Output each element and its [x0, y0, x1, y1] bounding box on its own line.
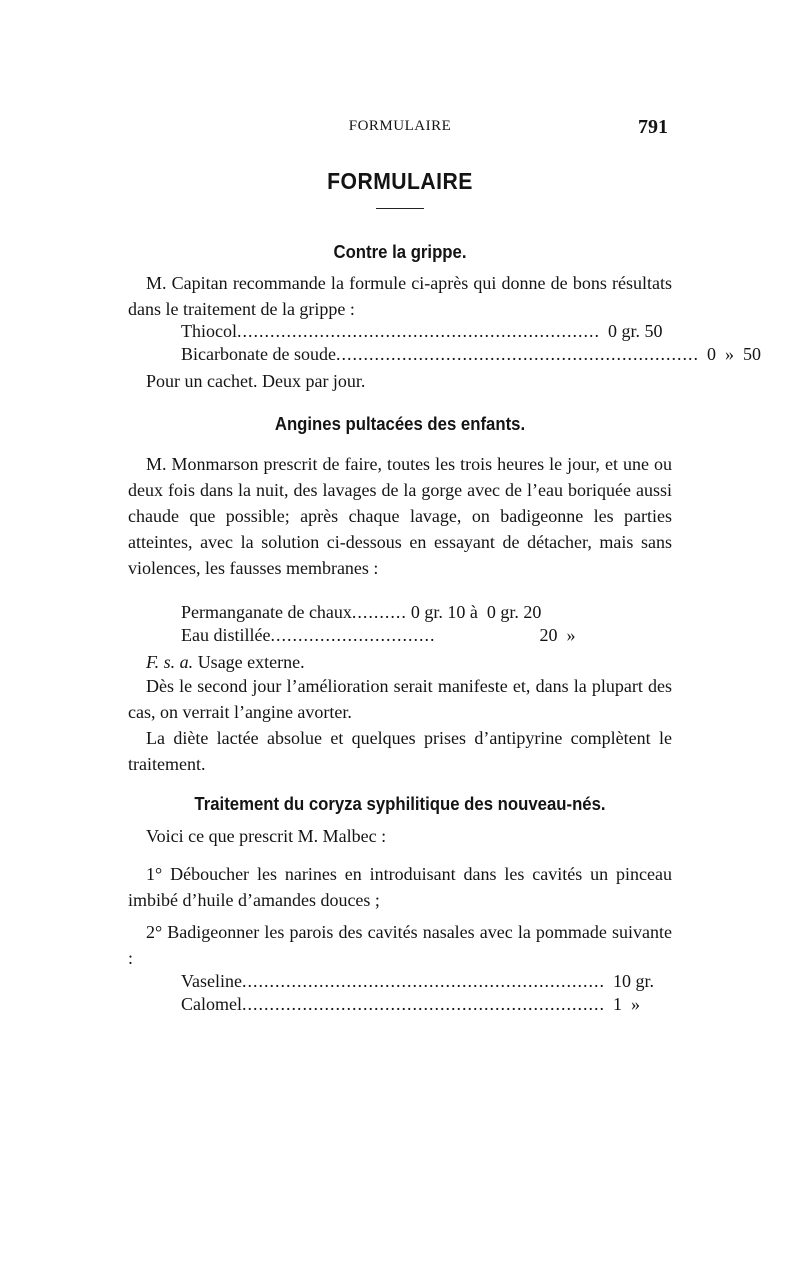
- paragraph-angines-2: [128, 673, 672, 725]
- recipe-row: [181, 993, 640, 1016]
- heading-angines: Angines pultacées des enfants.: [274, 414, 526, 434]
- ingredient-amount: 10 gr.: [612, 971, 654, 991]
- running-head: [0, 116, 800, 140]
- paragraph-grippe-intro: [128, 270, 672, 322]
- ingredient-amount: 1 »: [613, 994, 640, 1014]
- coryza-step-2: [128, 919, 672, 971]
- coryza-step-1: [128, 861, 672, 913]
- recipe-row: [181, 601, 617, 624]
- grippe-note: [128, 368, 672, 394]
- recipe-grippe: [181, 320, 761, 366]
- angines-usage: [128, 649, 672, 675]
- recipe-row: [181, 970, 654, 993]
- ingredient-amount: 0 gr. 50: [608, 321, 663, 341]
- grippe-intro-text: M. Capitan recommande la formule ci-après qui donne de bons résultats dans le traitement de la grippe :: [128, 273, 672, 319]
- leader-dots: ..............................: [270, 625, 436, 645]
- recipe-row: [181, 320, 663, 343]
- angines-para2-text: Dès le second jour l’amélioration serait manifeste et, dans la plupart des cas, on verrait l’angine avorter.: [128, 676, 672, 722]
- angines-intro-text: M. Monmarson prescrit de faire, toutes les trois heures le jour, et une ou deux fois dans la nuit, des lavages de la gorge avec de l’eau boriquée aussi chaude que possible; après chaque lavage, on badigeonne les parties atteintes, avec la solution ci-dessous en essayant de détacher, mais sans violences, les fausses membranes :: [128, 454, 672, 578]
- coryza-step2-text: 2° Badigeonner les parois des cavités nasales avec la pommade suivante :: [128, 922, 672, 968]
- angines-usage-line: [128, 649, 672, 675]
- coryza-step1-text: 1° Déboucher les narines en introduisant dans les cavités un pinceau imbibé d’huile d’amandes douces ;: [128, 864, 672, 910]
- recipe-row: [181, 624, 617, 647]
- running-title: FORMULAIRE: [348, 118, 452, 134]
- ingredient-name: Permanganate de chaux: [181, 602, 352, 622]
- ingredient-name: Thiocol: [181, 321, 237, 341]
- title-rule: [376, 208, 424, 209]
- leader-dots: ..........: [351, 602, 407, 622]
- usage-text: Usage externe.: [197, 652, 305, 672]
- paragraph-angines-3: [128, 725, 672, 777]
- page-number: 791: [638, 116, 668, 138]
- heading-grippe: Contre la grippe.: [333, 242, 467, 262]
- ingredient-amount: 20 »: [539, 625, 576, 645]
- heading-coryza: Traitement du coryza syphilitique des nouveau-nés.: [194, 794, 606, 814]
- recipe-angines: [181, 601, 617, 647]
- leader-dots: ..................................................................: [241, 971, 605, 991]
- ingredient-name: Vaseline: [181, 971, 242, 991]
- paragraph-angines-intro: [128, 451, 672, 581]
- ingredient-amount: 0 » 50: [706, 344, 761, 364]
- recipe-row: [181, 343, 761, 366]
- ingredient-name: Eau distillée: [181, 625, 271, 645]
- leader-dots: ..................................................................: [335, 344, 699, 364]
- grippe-note-text: Pour un cachet. Deux par jour.: [146, 371, 366, 391]
- ingredient-name: Calomel: [181, 994, 242, 1014]
- coryza-intro: [128, 823, 672, 849]
- fsa-abbrev: F. s. a.: [146, 652, 194, 672]
- recipe-coryza: [181, 970, 654, 1016]
- ingredient-name: Bicarbonate de soude: [181, 344, 336, 364]
- main-title: FORMULAIRE: [327, 168, 473, 194]
- angines-para3-text: La diète lactée absolue et quelques prises d’antipyrine complètent le traitement.: [128, 728, 672, 774]
- ingredient-amount: 0 gr. 10 à 0 gr. 20: [410, 602, 542, 622]
- coryza-intro-text: Voici ce que prescrit M. Malbec :: [146, 826, 387, 846]
- leader-dots: ..................................................................: [242, 994, 605, 1014]
- leader-dots: ..................................................................: [237, 321, 600, 341]
